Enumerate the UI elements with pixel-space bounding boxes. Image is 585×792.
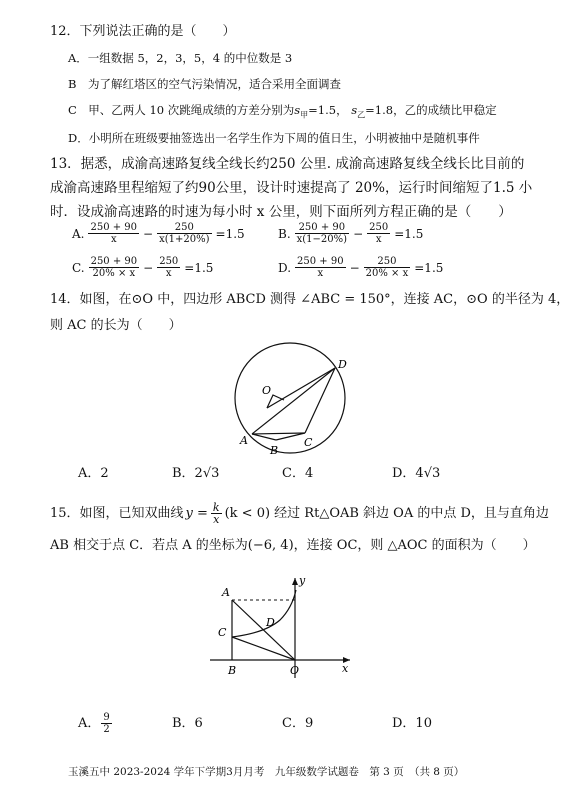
segment-ab xyxy=(252,434,276,440)
q13-b-num1: 250 + 90 xyxy=(295,222,349,234)
q15-k-num: k xyxy=(212,501,220,514)
segment-co xyxy=(232,637,295,660)
q12-c-text: C 甲、乙两人 10 次跳绳成绩的方差分别为 xyxy=(68,103,295,117)
q15-option-b: B．6 xyxy=(172,716,203,731)
q13-b-den1: x(1−20%) xyxy=(296,234,348,245)
q13-d-den2: 20% × x xyxy=(365,268,409,279)
q12-stem: 12．下列说法正确的是（ ） xyxy=(50,24,236,39)
label-c: C xyxy=(218,626,227,639)
q15-option-c: C．9 xyxy=(282,716,314,731)
q13-option-c xyxy=(72,256,213,279)
q15-option-a xyxy=(78,712,113,735)
q12-c-v2: =1.8，乙的成绩比甲稳定 xyxy=(365,103,497,117)
q13-b-num2: 250 xyxy=(369,222,389,233)
q13-d-label: D. xyxy=(278,260,292,275)
q13-b-op: − xyxy=(353,226,364,241)
y-axis-arrow xyxy=(292,578,298,585)
q12-c-v1: =1.5， xyxy=(308,103,348,117)
q14-option-d: D．4√3 xyxy=(392,466,441,481)
q15-a-den: 2 xyxy=(103,724,110,735)
q12-c-s1: s xyxy=(294,103,301,117)
q12-option-d: D．小明所在班级要抽签选出一名学生作为下周的值日生，小明被抽中是随机事件 xyxy=(68,131,480,145)
q13-line2: 成渝高速路里程缩短了约90公里，设计时速提高了 20%，运行时间缩短了1.5 小 xyxy=(50,180,533,196)
q14-line2: 则 AC 的长为（ ） xyxy=(50,318,182,333)
q13-d-rhs: =1.5 xyxy=(414,260,444,275)
label-y: y xyxy=(299,574,306,587)
q12-c-s1-sub: 甲 xyxy=(300,110,309,120)
q15-line1-b: (k < 0) 经过 Rt△OAB 斜边 OA 的中点 D，且与直角边 xyxy=(224,505,549,521)
q13-c-den2: x xyxy=(165,268,172,279)
q13-b-frac2 xyxy=(367,222,390,245)
label-x: x xyxy=(342,662,349,675)
q14-line1: 14．如图，在⊙O 中，四边形 ABCD 测得 ∠ABC = 150°，连接 AC，⊙O 的半径为 4， xyxy=(50,292,570,307)
q14-option-a: A．2 xyxy=(78,466,109,481)
q13-c-frac1 xyxy=(89,256,140,279)
q13-d-frac1 xyxy=(295,256,346,279)
q13-c-den1: 20% × x xyxy=(92,268,136,279)
hyperbola-curve xyxy=(232,590,296,637)
q15-figure xyxy=(210,570,360,680)
page-footer: 玉溪五中 2023-2024 学年下学期3月月考 九年级数学试题卷 第 3 页 （共 8 页） xyxy=(68,766,465,778)
q13-d-num2: 250 xyxy=(364,256,411,268)
q15-option-d: D．10 xyxy=(392,716,432,731)
q13-b-den2: x xyxy=(375,234,382,245)
q13-d-frac2 xyxy=(364,256,411,279)
q13-option-b xyxy=(278,222,423,245)
q12-c-s2-sub: 乙 xyxy=(357,110,366,120)
q14-circle-figure xyxy=(220,340,360,460)
q13-line1: 13．据悉，成渝高速路复线全线长约250 公里. 成渝高速路复线全线长比目前的 xyxy=(50,156,525,172)
q13-a-den1: x xyxy=(110,234,117,245)
label-a: A xyxy=(222,586,230,599)
label-o: O xyxy=(262,384,272,397)
q13-a-rhs: =1.5 xyxy=(215,226,245,241)
segment-ad xyxy=(252,368,335,434)
q13-a-label: A. xyxy=(72,226,85,241)
q15-line1 xyxy=(50,502,549,525)
q13-d-den1: x xyxy=(317,268,324,279)
label-d: D xyxy=(338,358,347,371)
label-a: A xyxy=(240,434,248,447)
q13-option-d xyxy=(278,256,443,279)
q15-a-frac xyxy=(101,712,111,735)
q15-a-label: A． xyxy=(78,715,101,731)
q13-a-op: − xyxy=(143,226,154,241)
q13-option-a xyxy=(72,222,245,245)
segment-od xyxy=(267,368,335,408)
q13-d-num1: 250 + 90 xyxy=(297,256,344,267)
label-b: B xyxy=(270,444,279,457)
q15-line2: AB 相交于点 C．若点 A 的坐标为(−6, 4)，连接 OC，则 △AOC 的面积为（ ） xyxy=(50,538,536,553)
label-b: B xyxy=(228,664,237,677)
q13-b-rhs: =1.5 xyxy=(394,226,424,241)
q13-c-rhs: =1.5 xyxy=(184,260,214,275)
q13-a-den2: x(1+20%) xyxy=(159,234,210,245)
q12-option-b: B 为了解红塔区的空气污染情况，适合采用全面调查 xyxy=(68,77,341,91)
q13-a-frac2 xyxy=(157,222,211,245)
q13-d-op: − xyxy=(349,260,360,275)
q13-a-num1: 250 + 90 xyxy=(90,222,138,233)
q15-a-num: 9 xyxy=(103,712,110,723)
q15-k-frac xyxy=(211,502,222,525)
q13-a-num2: 250 xyxy=(157,222,211,234)
q13-line3: 时．设成渝高速路的时速为每小时 x 公里，则下面所列方程正确的是（ ） xyxy=(50,204,512,220)
q13-c-op: − xyxy=(143,260,154,275)
q12-option-a: A．一组数据 5，2，3，5，4 的中位数是 3 xyxy=(68,51,293,65)
q12-option-c xyxy=(68,102,497,123)
q14-option-b: B．2√3 xyxy=(172,466,220,481)
q15-line1-a: 15．如图，已知双曲线 xyxy=(50,505,184,521)
q13-b-label: B. xyxy=(278,226,291,241)
q13-c-num1: 250 + 90 xyxy=(90,256,138,267)
q13-a-frac1 xyxy=(88,222,139,245)
label-d: D xyxy=(266,616,275,629)
q15-k-den: x xyxy=(213,513,220,526)
q12-c-s2: s xyxy=(351,103,358,117)
segment-dc xyxy=(305,368,335,433)
segment-ac xyxy=(252,433,305,434)
q13-c-num2: 250 xyxy=(159,256,179,267)
q13-c-frac2 xyxy=(157,256,180,279)
label-c: C xyxy=(304,436,313,449)
q15-line1-y: y = xyxy=(185,505,208,521)
q13-c-label: C. xyxy=(72,260,85,275)
q14-option-c: C．4 xyxy=(282,466,314,481)
label-o: O xyxy=(290,664,300,677)
q13-b-frac1 xyxy=(295,222,349,245)
